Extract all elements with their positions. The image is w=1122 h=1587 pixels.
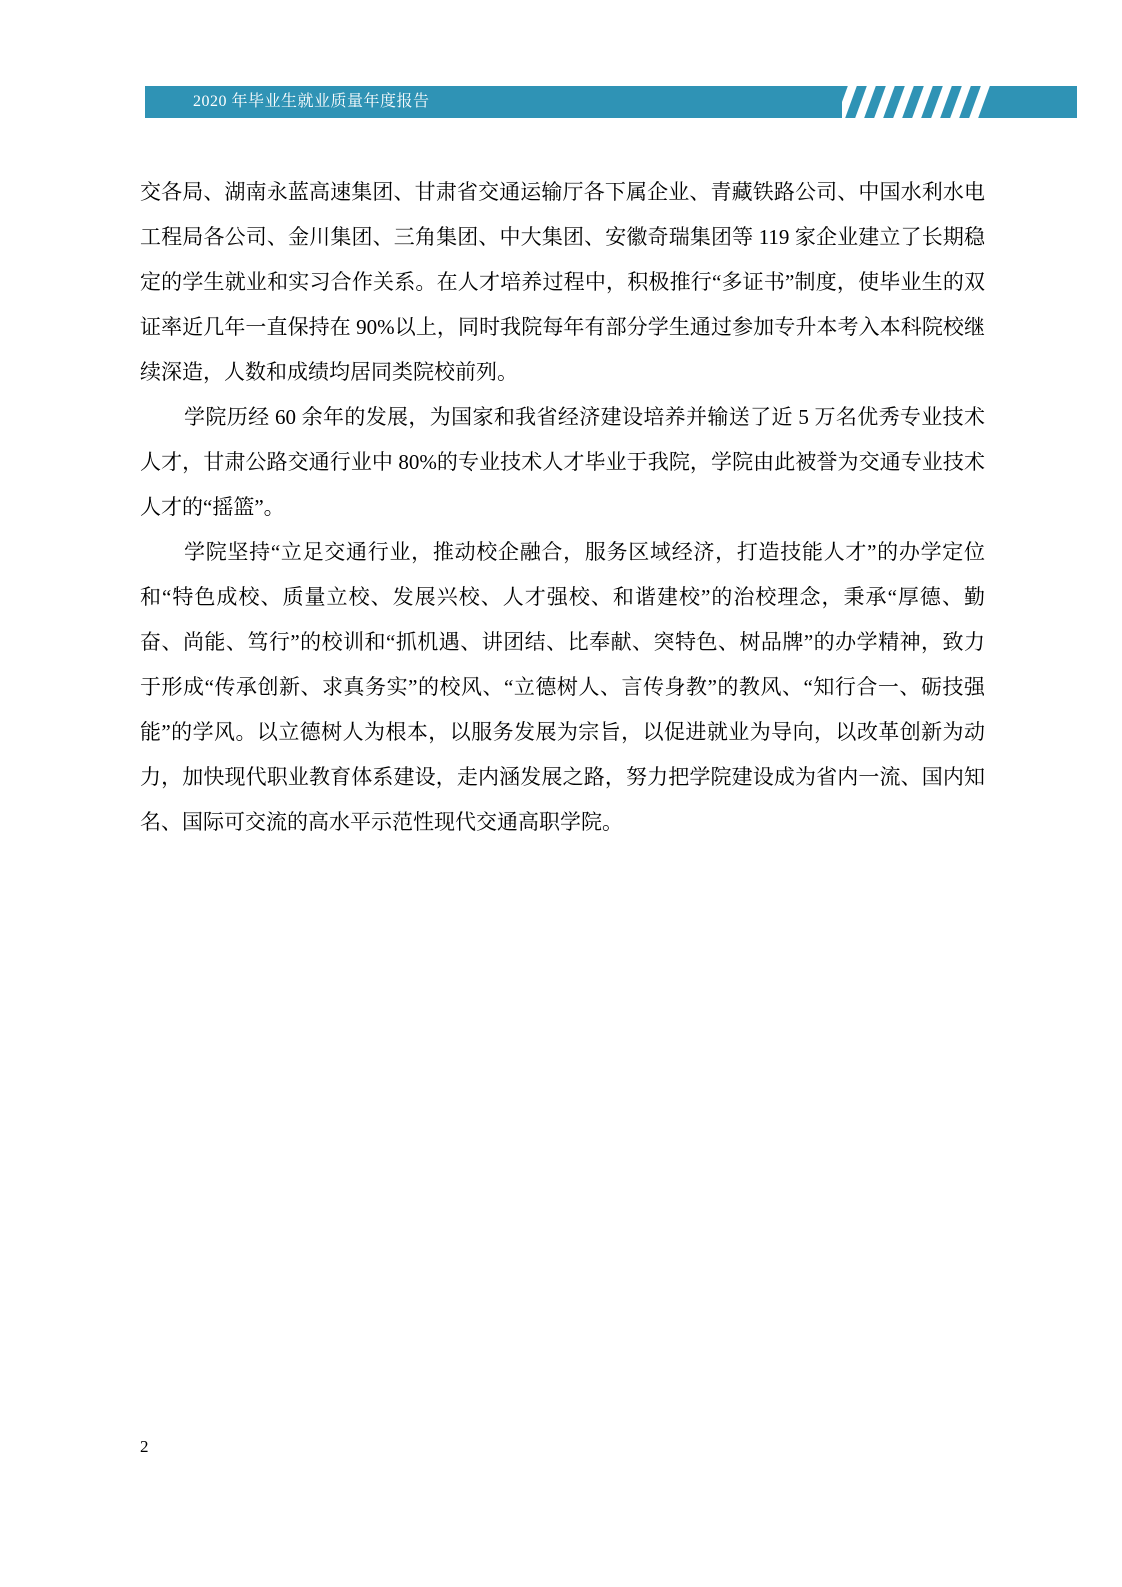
header-title: 2020 年毕业生就业质量年度报告 (193, 93, 430, 110)
paragraph-2: 学院历经 60 余年的发展，为国家和我省经济建设培养并输送了近 5 万名优秀专业技术人才，甘肃公路交通行业中 80%的专业技术人才毕业于我院，学院由此被誉为交通专业技术人才的“摇篮”。 (140, 405, 985, 519)
page-content (140, 170, 985, 845)
page-number: 2 (140, 1437, 149, 1456)
page-header (145, 86, 1077, 118)
paragraph-3: 学院坚持“立足交通行业，推动校企融合，服务区域经济，打造技能人才”的办学定位和“特色成校、质量立校、发展兴校、人才强校、和谐建校”的治校理念，秉承“厚德、勤奋、尚能、笃行”的校训和“抓机遇、讲团结、比奉献、突特色、树品牌”的办学精神，致力于形成“传承创新、求真务实”的校风、“立德树人、言传身教”的教风、“知行合一、砺技强能”的学风。以立德树人为根本，以服务发展为宗旨，以促进就业为导向，以改革创新为动力，加快现代职业教育体系建设，走内涵发展之路，努力把学院建设成为省内一流、国内知名、国际可交流的高水平示范性现代交通高职学院。 (140, 540, 985, 834)
paragraph-1: 交各局、湖南永蓝高速集团、甘肃省交通运输厅各下属企业、青藏铁路公司、中国水利水电工程局各公司、金川集团、三角集团、中大集团、安徽奇瑞集团等 119 家企业建立了长期稳定的学生就业和实习合作关系。在人才培养过程中，积极推行“多证书”制度，使毕业生的双证率近几年一直保持在 90%以上，同时我院每年有部分学生通过参加专升本考入本科院校继续深造，人数和成绩均居同类院校前列。 (140, 180, 985, 384)
header-stripes-decoration (842, 86, 992, 118)
